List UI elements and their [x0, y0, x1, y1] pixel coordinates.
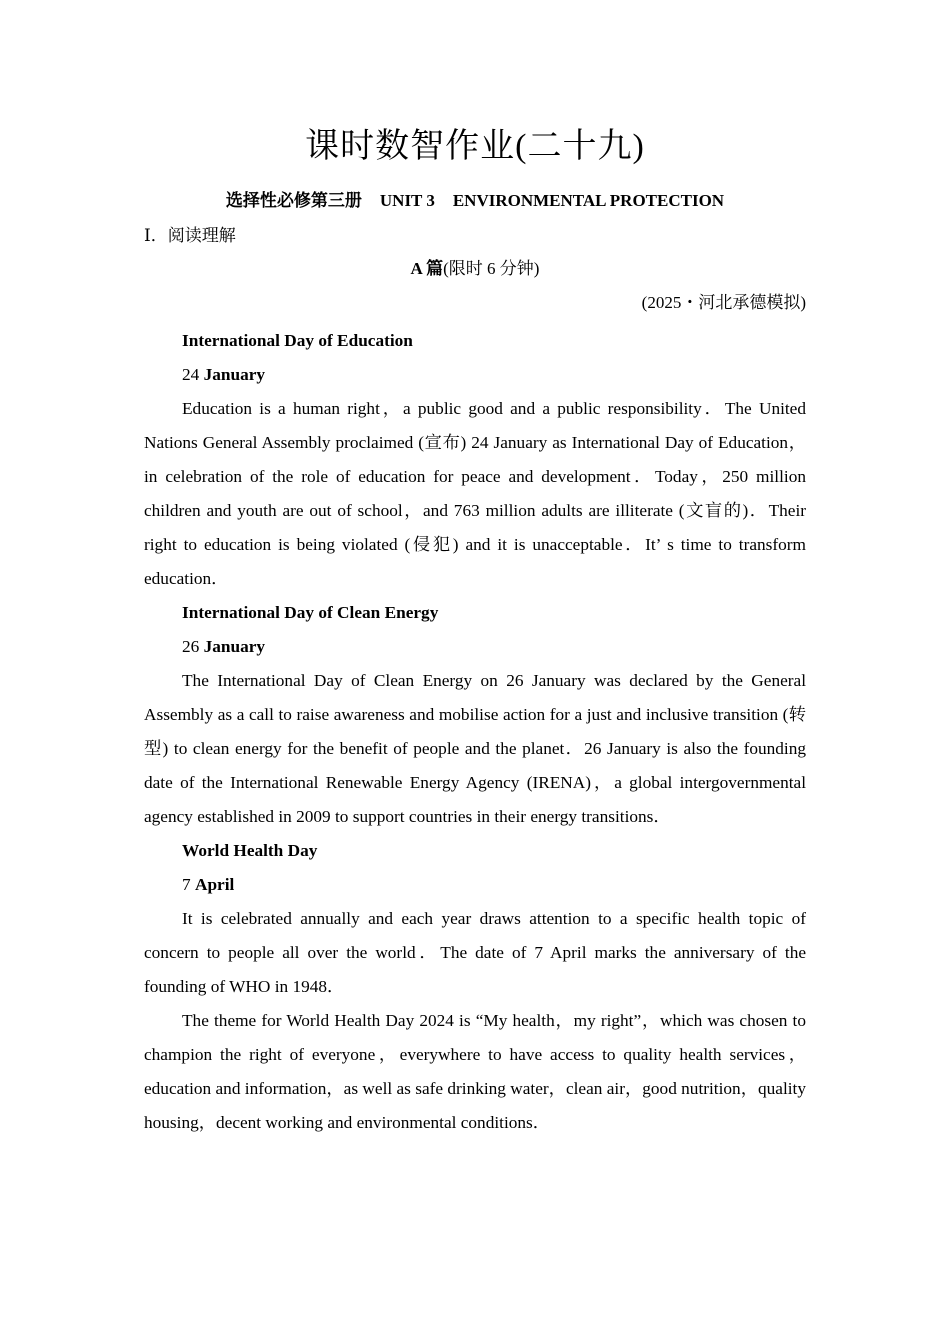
date-month: January: [203, 637, 266, 656]
date-day: 7: [182, 875, 191, 894]
part-label: [144, 257, 806, 281]
page-title: 课时数智作业(二十九): [305, 128, 645, 165]
book-label: 选择性必修第三册: [225, 191, 362, 210]
date-day: 26: [182, 637, 200, 656]
article-paragraph: It is celebrated annually and each year draws attention to a specific health topic of concern to people all over the world．The date of 7 April marks the anniversary of the founding of WHO in 1948．: [144, 909, 806, 996]
date-day: 24: [182, 365, 200, 384]
part-time-limit: (限时 6 分钟): [443, 259, 540, 278]
article-paragraph: The theme for World Health Day 2024 is “My health，my right”，which was chosen to champion the right of everyone，everywhere to have access to quality health services，education and information，as well as safe drinking water，clean air，good nutrition，quality housing，decent working and environmental conditions．: [144, 1011, 806, 1132]
section-label: Ⅰ．阅读理解: [144, 226, 236, 245]
article-date: [144, 868, 806, 902]
date-month: April: [194, 875, 235, 894]
date-month: January: [203, 365, 266, 384]
article-heading: World Health Day: [182, 841, 318, 860]
article-paragraph: Education is a human right，a public good and a public responsibility．The United Nations General Assembly proclaimed (宣布) 24 January as International Day of Education，in celebration of the role of education for peace and development．Today，250 million children and youth are out of school，and 763 million adults are illiterate (文盲的)．Their right to education is being violated (侵犯) and it is unacceptable．It’ s time to transform education．: [144, 399, 806, 588]
unit-subtitle: [144, 189, 806, 213]
part-name: A 篇: [410, 259, 444, 278]
unit-label: UNIT 3: [379, 191, 435, 210]
article-date: [144, 358, 806, 392]
article-date: [144, 630, 806, 664]
reading-passage: [144, 324, 806, 1140]
article-paragraph: The International Day of Clean Energy on 26 January was declared by the General Assembly as a call to raise awareness and mobilise action for a just and inclusive transition (转型) to clean energy for the benefit of people and the planet．26 January is also the founding date of the International Renewable Energy Agency (IRENA)，a global intergovernmental agency established in 2009 to support countries in their energy transitions．: [144, 671, 806, 826]
unit-topic: ENVIRONMENTAL PROTECTION: [452, 191, 725, 210]
article-heading: International Day of Clean Energy: [182, 603, 439, 622]
source-label: (2025・河北承德模拟): [641, 293, 806, 312]
article-heading: International Day of Education: [182, 331, 413, 350]
